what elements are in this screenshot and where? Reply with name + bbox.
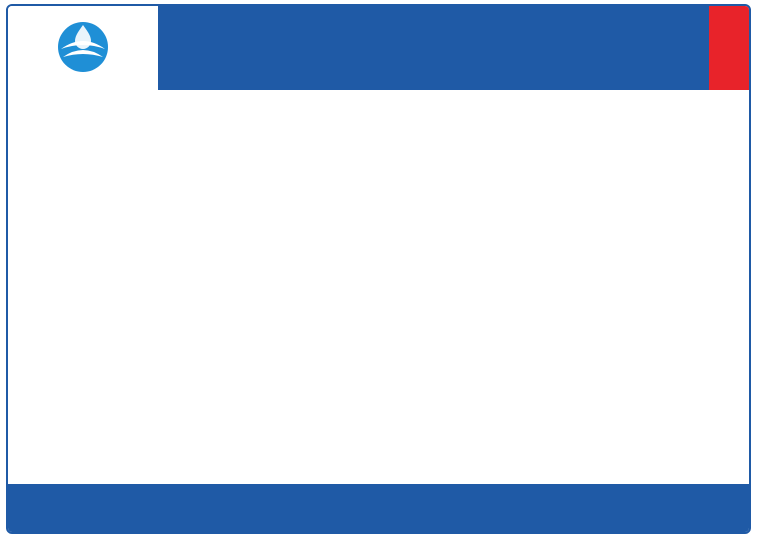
company-logo bbox=[8, 6, 158, 90]
notice-body bbox=[18, 96, 739, 476]
title-area bbox=[158, 6, 709, 90]
notice-header bbox=[8, 6, 749, 90]
water-drop-logo-icon bbox=[53, 19, 113, 75]
notice-frame bbox=[6, 4, 751, 534]
notice-round-badge bbox=[709, 6, 749, 90]
notice-footer bbox=[8, 484, 749, 532]
